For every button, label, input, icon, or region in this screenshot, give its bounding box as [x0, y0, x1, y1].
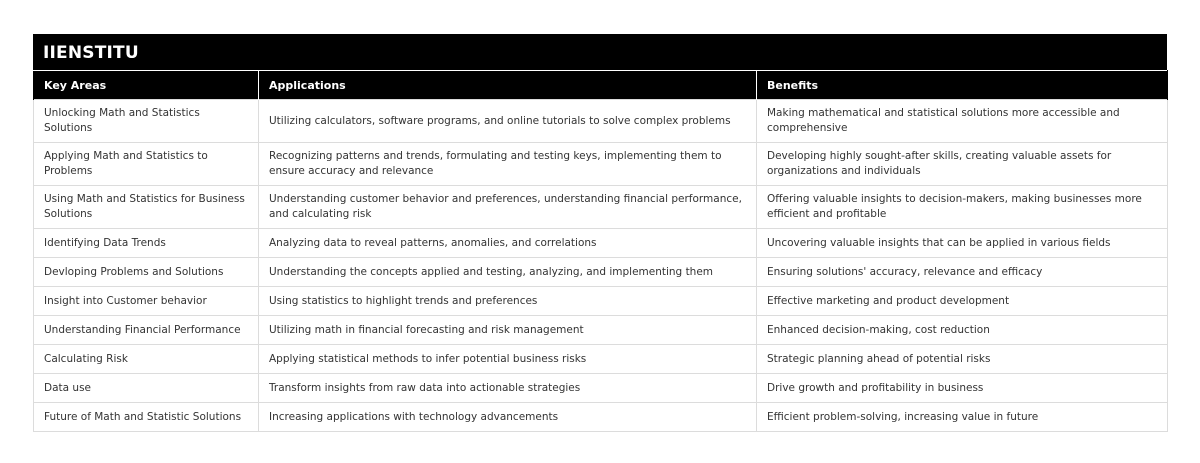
- cell-benefit: Drive growth and profitability in business: [757, 374, 1168, 403]
- table-row: [34, 229, 1168, 258]
- cell-key-area: Identifying Data Trends: [34, 229, 259, 258]
- table-row: [34, 374, 1168, 403]
- column-header-applications: Applications: [259, 71, 757, 100]
- cell-application: Utilizing math in financial forecasting and risk management: [259, 316, 757, 345]
- cell-application: Transform insights from raw data into actionable strategies: [259, 374, 757, 403]
- cell-benefit: Making mathematical and statistical solutions more accessible and comprehensive: [757, 100, 1168, 143]
- cell-key-area: Calculating Risk: [34, 345, 259, 374]
- cell-benefit: Enhanced decision-making, cost reduction: [757, 316, 1168, 345]
- table-row: [34, 143, 1168, 186]
- cell-key-area: Using Math and Statistics for Business Solutions: [34, 186, 259, 229]
- brand-title: IIENSTITU: [33, 34, 1167, 70]
- cell-key-area: Data use: [34, 374, 259, 403]
- cell-application: Applying statistical methods to infer potential business risks: [259, 345, 757, 374]
- cell-key-area: Insight into Customer behavior: [34, 287, 259, 316]
- cell-application: Increasing applications with technology advancements: [259, 403, 757, 432]
- cell-benefit: Offering valuable insights to decision-makers, making businesses more efficient and profitable: [757, 186, 1168, 229]
- cell-key-area: Future of Math and Statistic Solutions: [34, 403, 259, 432]
- cell-application: Utilizing calculators, software programs, and online tutorials to solve complex problems: [259, 100, 757, 143]
- cell-key-area: Understanding Financial Performance: [34, 316, 259, 345]
- table-container: [33, 34, 1167, 432]
- cell-application: Using statistics to highlight trends and preferences: [259, 287, 757, 316]
- table-row: [34, 287, 1168, 316]
- table-row: [34, 100, 1168, 143]
- cell-key-area: Devloping Problems and Solutions: [34, 258, 259, 287]
- table-row: [34, 316, 1168, 345]
- cell-application: Recognizing patterns and trends, formulating and testing keys, implementing them to ensure accuracy and relevance: [259, 143, 757, 186]
- table-row: [34, 345, 1168, 374]
- cell-key-area: Applying Math and Statistics to Problems: [34, 143, 259, 186]
- column-header-benefits: Benefits: [757, 71, 1168, 100]
- cell-benefit: Efficient problem-solving, increasing value in future: [757, 403, 1168, 432]
- cell-benefit: Strategic planning ahead of potential risks: [757, 345, 1168, 374]
- table-row: [34, 186, 1168, 229]
- cell-benefit: Developing highly sought-after skills, creating valuable assets for organizations and individuals: [757, 143, 1168, 186]
- data-table: [33, 70, 1168, 432]
- cell-application: Understanding the concepts applied and testing, analyzing, and implementing them: [259, 258, 757, 287]
- header-row: [34, 71, 1168, 100]
- cell-key-area: Unlocking Math and Statistics Solutions: [34, 100, 259, 143]
- table-row: [34, 258, 1168, 287]
- cell-application: Understanding customer behavior and preferences, understanding financial performance, and calculating risk: [259, 186, 757, 229]
- cell-benefit: Ensuring solutions' accuracy, relevance and efficacy: [757, 258, 1168, 287]
- cell-benefit: Effective marketing and product development: [757, 287, 1168, 316]
- table-row: [34, 403, 1168, 432]
- column-header-key-areas: Key Areas: [34, 71, 259, 100]
- cell-benefit: Uncovering valuable insights that can be applied in various fields: [757, 229, 1168, 258]
- cell-application: Analyzing data to reveal patterns, anomalies, and correlations: [259, 229, 757, 258]
